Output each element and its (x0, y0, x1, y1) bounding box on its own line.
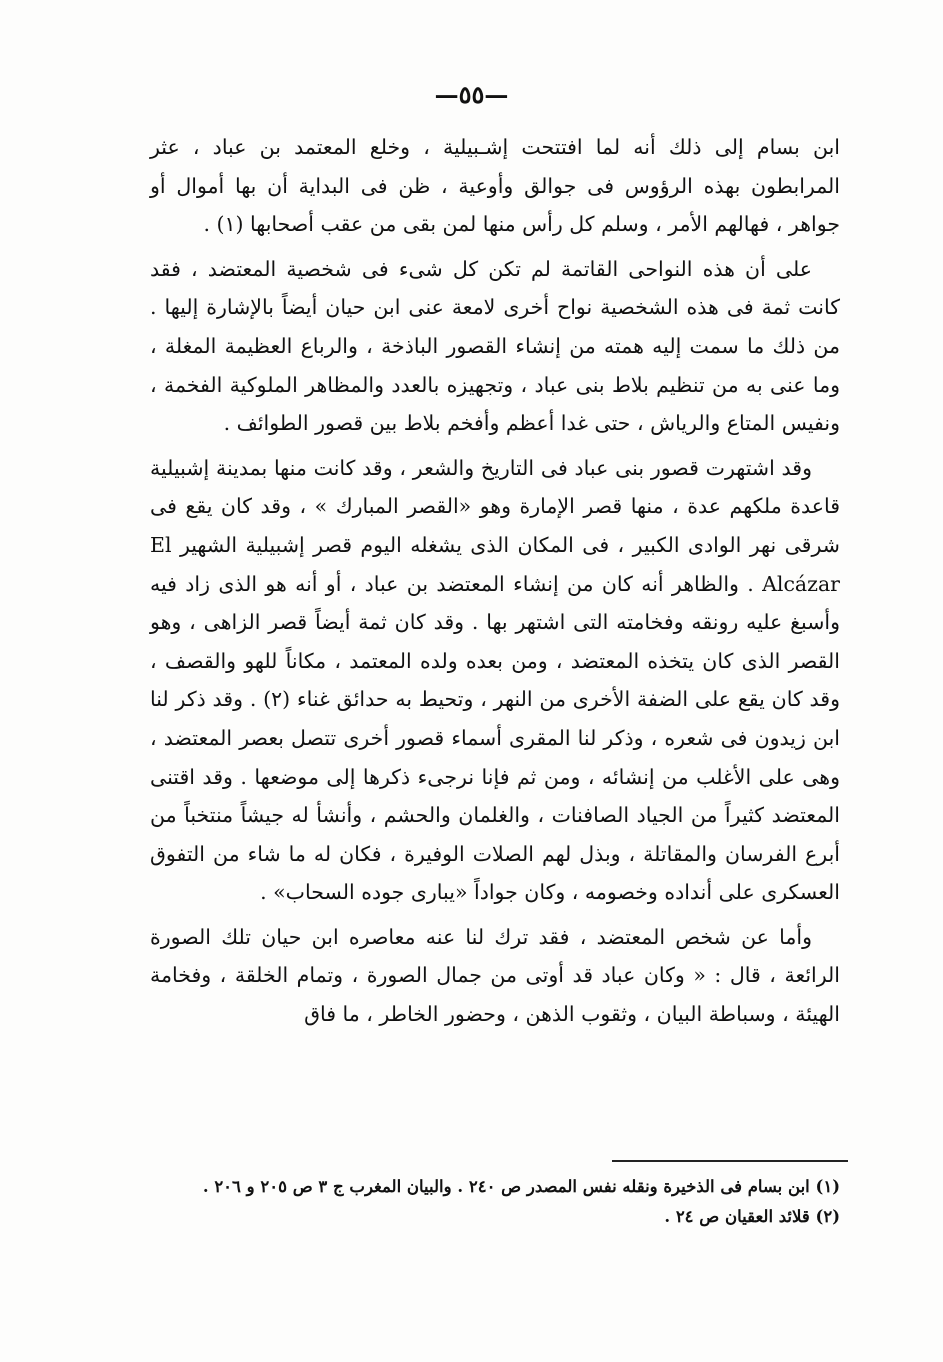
body-text (150, 128, 840, 1040)
paragraph-3 (150, 449, 840, 912)
paragraph-4: وأما عن شخص المعتضد ، فقد ترك لنا عنه معاصره ابن حيان تلك الصورة الرائعة ، قال : « وكان عباد قد أوتى من جمال الصورة ، وتمام الخلقة ، وفخامة الهيئة ، وسباطة البيان ، وثقوب الذهن ، وحضور الخاطر ، ما فاق (150, 924, 840, 1027)
footnote-2: (٢) قلائد العقيان ص ٢٤ . (664, 1207, 840, 1226)
paragraph-3-continuation: . والظاهر أنه كان من إنشاء المعتضد بن عباد ، أو أنه هو الذى زاد فيه وأسبغ عليه رونقه وفخامته التى اشتهر بها . وقد كان ثمة أيضاً قصر الزاهى ، وهو القصر الذى كان يتخذه المعتضد ، ومن بعده ولده المعتمد ، مكاناً للهو والقصف ، وقد كان يقع على الضفة الأخرى من النهر ، وتحيط به حدائق غناء (٢) . وقد ذكر لنا ابن زيدون فى شعره ، وذكر لنا المقرى أسماء قصور أخرى تتصل بعصر المعتضد ، وهى على الأغلب من إنشائه ، ومن ثم فإنا نرجىء ذكرها إلى موضعها . وقد اقتنى المعتضد كثيراً من الجياد الصافنات ، والغلمان والحشم ، وأنشأ له جيشاً منتخباً من أبرع الفرسان والمقاتلة ، وبذل لهم الصلات الوفيرة ، فكان له ما شاء من التفوق العسكرى على أنداده وخصومه ، وكان جواداً «يبارى جوده السحاب» . (150, 571, 840, 905)
paragraph-1: ابن بسام إلى ذلك أنه لما افتتحت إشـبيلية ، وخلع المعتمد بن عباد ، عثر المرابطون بهذه الرؤوس فى جوالق وأوعية ، ظن فى البداية أن بها أموال أو جواهر ، فهالهم الأمر ، وسلم كل رأس منها لمن بقى من عقب أصحابها (١) . (150, 135, 840, 237)
footnote-divider (612, 1160, 848, 1162)
footnotes (150, 1172, 840, 1232)
paragraph-3-text: وقد اشتهرت قصور بنى عباد فى التاريخ والشعر ، وقد كانت منها بمدينة إشبيلية قاعدة ملكهم عدة ، منها قصر الإمارة وهو «القصر المبارك » ، وقد كان يقع فى شرقى نهر الوادى الكبير ، فى المكان الذى يشغله اليوم قصر إشبيلية الشهير (150, 455, 840, 557)
latin-term-alcazar: El Alcázar (150, 532, 840, 596)
paragraph-2: على أن هذه النواحى القاتمة لم تكن كل شىء فى شخصية المعتضد ، فقد كانت ثمة فى هذه الشخصية نواح أخرى لامعة عنى ابن حيان أيضاً بالإشارة إليها . من ذلك ما سمت إليه همته من إنشاء القصور الباذخة ، والرباع العظيمة المغلة ، وما عنى به من تنظيم بلاط بنى عباد ، وتجهيزه بالعدد والمظاهر الملوكية الفخمة ، ونفيس المتاع والرياش ، حتى غدا أعظم وأفخم بلاط بين قصور الطوائف . (150, 256, 840, 436)
page-number: —٥٥— (434, 80, 509, 109)
footnote-1: (١) ابن بسام فى الذخيرة ونقله نفس المصدر ص ٢٤٠ . والبيان المغرب ج ٣ ص ٢٠٥ و ٢٠٦ . (202, 1177, 840, 1196)
